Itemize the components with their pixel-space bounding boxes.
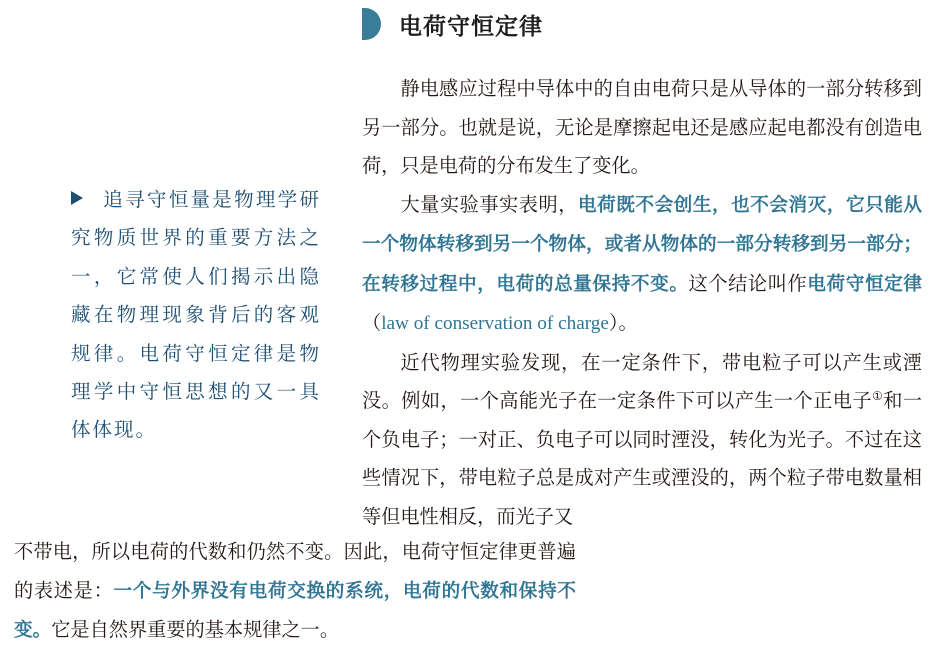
paragraph-3-continued (14, 533, 576, 651)
triangle-bullet-icon (71, 191, 83, 205)
paragraph-3-text-b: 和一个负电子；一对正、负电子可以同时湮没，转化为光子。不过在这些情况下，带电粒子总是成对产生或湮没的，两个粒子带电数量相等但电性相反，而光子又 (362, 389, 923, 528)
continued-text (14, 533, 576, 651)
paragraph-2-after: 这个结论叫作 (688, 271, 808, 295)
sidebar-note (71, 181, 321, 450)
paragraph-2-lead: 大量实验事实表明， (400, 192, 578, 216)
paragraph-1: 静电感应过程中导体中的自由电荷只是从导体的一部分转移到另一部分。也就是说，无论是摩擦起电还是感应起电都没有创造电荷，只是电荷的分布发生了变化。 (362, 77, 922, 177)
heading-title: 电荷守恒定律 (399, 13, 543, 40)
paragraph-3-text-a: 近代物理实验发现，在一定条件下，带电粒子可以产生或湮没。例如，一个高能光子在一定条件下可以产生一个正电子 (362, 350, 922, 412)
general-statement-highlight: 一个与外界没有电荷交换的系统，电荷的代数和保持不变。 (14, 580, 576, 641)
paren-open: （ (362, 311, 382, 334)
continued-tail: 它是自然界重要的基本规律之一。 (51, 618, 340, 641)
law-name-term: 电荷守恒定律 (807, 273, 922, 295)
paren-close: ）。 (608, 311, 638, 334)
footnote-marker: ① (872, 389, 884, 403)
main-text (362, 70, 922, 536)
sidebar-text: 追寻守恒量是物理学研究物质世界的重要方法之一，它常使人们揭示出隐藏在物理现象背后的客观规律。电荷守恒定律是物理学中守恒思想的又一具体体现。 (71, 188, 321, 442)
heading-marker (362, 8, 381, 40)
english-term: law of conservation of charge (381, 313, 609, 334)
paragraph-3 (362, 344, 922, 537)
continued-lead: 不带电，所以电荷的代数和仍然不变。因此，电荷守恒定律更普遍的表述是： (14, 540, 576, 602)
paragraph-2 (362, 186, 922, 344)
law-statement-highlight: 电荷既不会创生，也不会消灭，它只能从一个物体转移到另一个物体，或者从物体的一部分转移到另一部分；在转移过程中，电荷的总量保持不变。 (362, 194, 922, 295)
section-heading (362, 6, 543, 42)
